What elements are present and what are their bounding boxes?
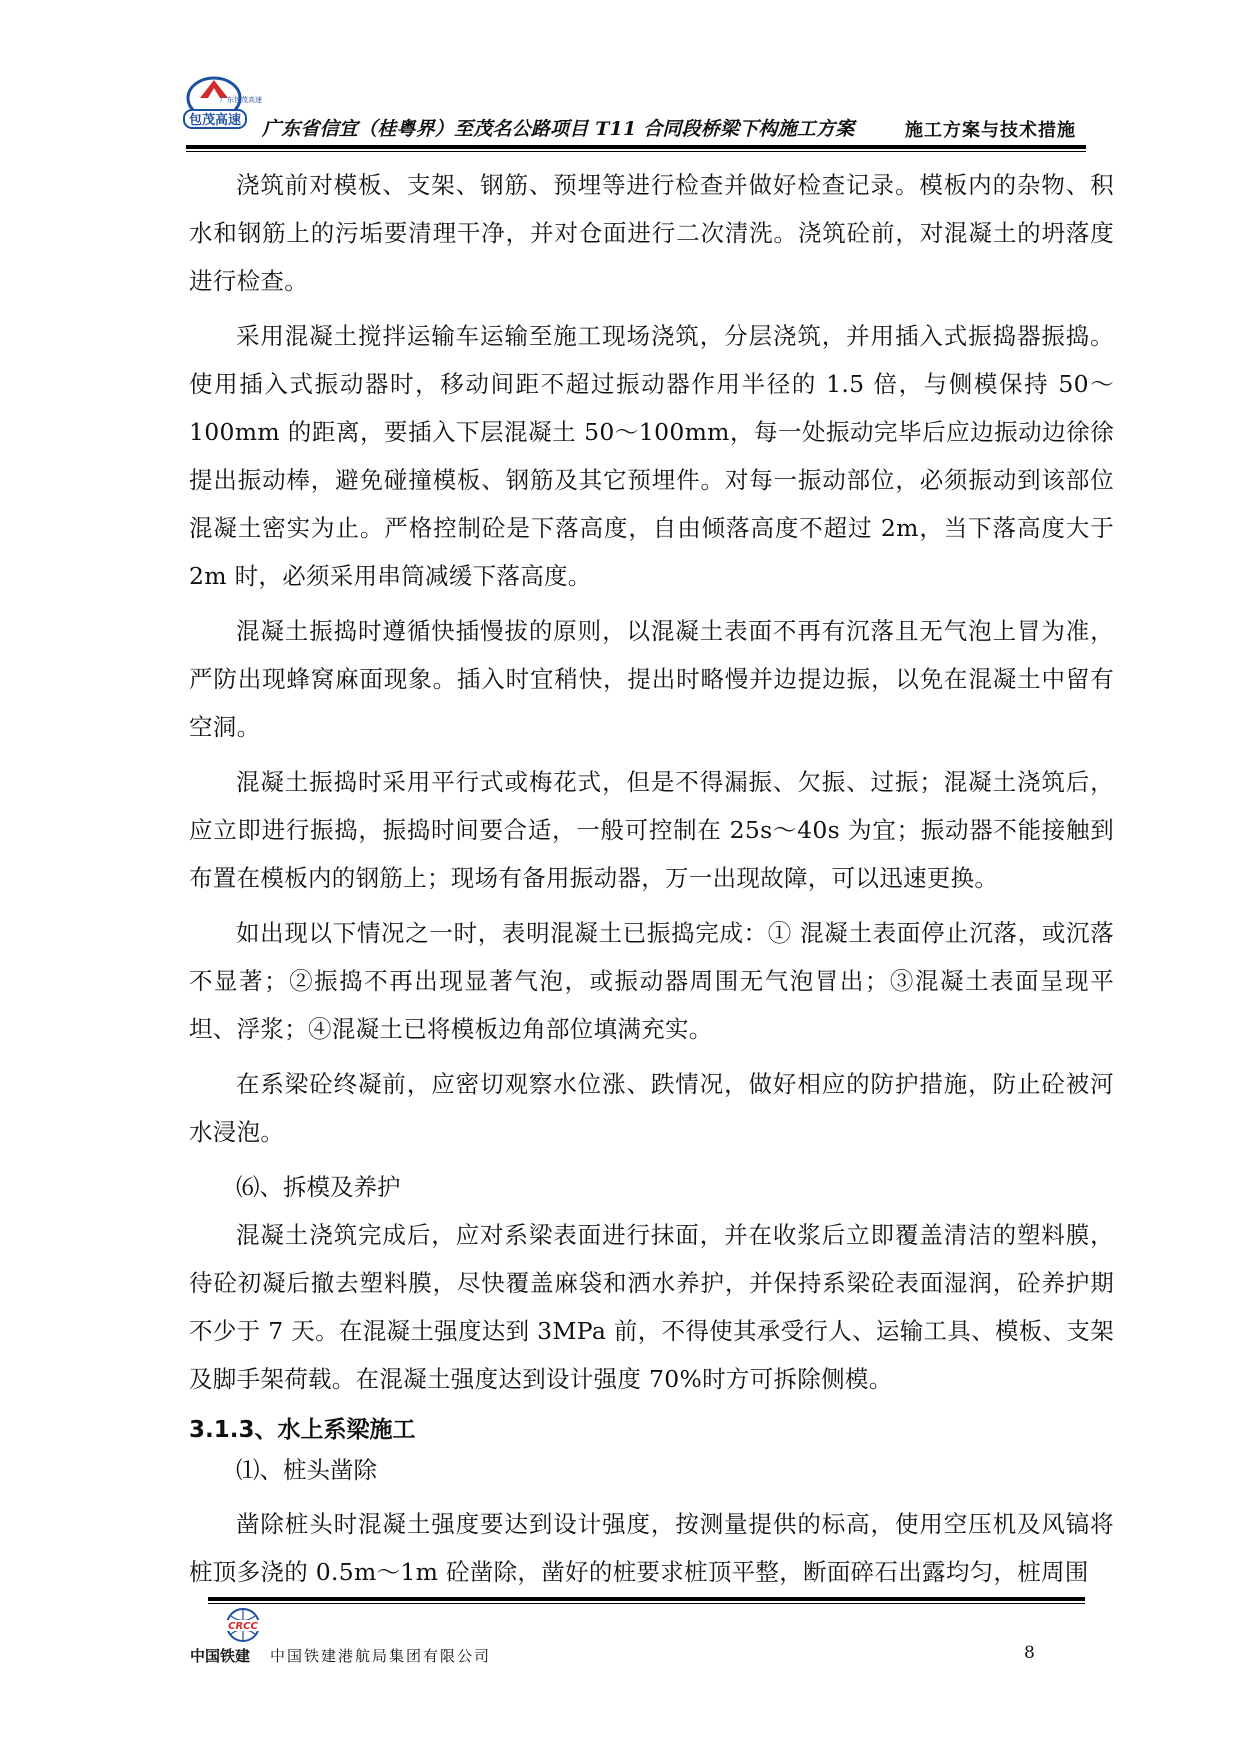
section-heading: 3.1.3、水上系梁施工 bbox=[189, 1417, 416, 1443]
header-logo-text: 包茂高速 bbox=[188, 113, 242, 128]
paragraph: 混凝土振捣时采用平行式或梅花式，但是不得漏振、欠振、过振；混凝土浇筑后，应立即进行振捣，振捣时间要合适，一般可控制在 25s～40s 为宜；振动器不能接触到布置在模板内的钢筋上；现场有备用振动器，万一出现故障，可以迅速更换。 bbox=[189, 768, 1114, 892]
paragraph: 凿除桩头时混凝土强度要达到设计强度，按测量提供的标高，使用空压机及风镐将桩顶多浇的 0.5m～1m 砼凿除，凿好的桩要求桩顶平整，断面碎石出露均匀，桩周围 bbox=[189, 1510, 1114, 1586]
footer-logo-text: CRCC bbox=[228, 1621, 258, 1632]
footer-rule-thin bbox=[208, 1603, 1085, 1604]
paragraph: 浇筑前对模板、支架、钢筋、预埋等进行检查并做好检查记录。模板内的杂物、积水和钢筋上的污垢要清理干净，并对仓面进行二次清洗。浇筑砼前，对混凝土的坍落度进行检查。 bbox=[189, 171, 1114, 295]
paragraph: 采用混凝土搅拌运输车运输至施工现场浇筑，分层浇筑，并用插入式振捣器振捣。使用插入式振动器时，移动间距不超过振动器作用半径的 1.5 倍，与侧模保持 50～100mm 的距离，要插入下层混凝土 50～100mm，每一处振动完毕后应边振动边徐徐提出振动棒，避免碰撞模板、钢筋及其它预埋件。对每一振动部位，必须振动到该部位混凝土密实为止。严格控制砼是下落高度，自由倾落高度不超过 2m，当下落高度大于 2m 时，必须采用串筒减缓下落高度。 bbox=[189, 322, 1114, 590]
paragraph: 在系梁砼终凝前，应密切观察水位涨、跌情况，做好相应的防护措施，防止砼被河水浸泡。 bbox=[189, 1070, 1114, 1146]
header-title: 广东省信宜（桂粤界）至茂名公路项目 T11 合同段桥梁下构施工方案 bbox=[262, 118, 855, 140]
footer-company: 中国铁建港航局集团有限公司 bbox=[270, 1647, 492, 1665]
document-body bbox=[189, 161, 1114, 1603]
header-logo bbox=[178, 72, 268, 132]
subsection-title: ⑹、拆模及养护 bbox=[236, 1173, 401, 1201]
footer-rule bbox=[208, 1597, 1085, 1601]
paragraph: 如出现以下情况之一时，表明混凝土已振捣完成：① 混凝土表面停止沉落，或沉落不显著；②振捣不再出现显著气泡，或振动器周围无气泡冒出；③混凝土表面呈现平坦、浮浆；④混凝土已将模板边角部位填满充实。 bbox=[189, 919, 1114, 1043]
paragraph: 混凝土浇筑完成后，应对系梁表面进行抹面，并在收浆后立即覆盖清洁的塑料膜，待砼初凝后撤去塑料膜，尽快覆盖麻袋和洒水养护，并保持系梁砼表面湿润，砼养护期不少于 7 天。在混凝土强度达到 3MPa 前，不得使其承受行人、运输工具、模板、支架及脚手架荷载。在混凝土强度达到设计强度 70%时方可拆除侧模。 bbox=[189, 1221, 1114, 1393]
header-logo-small-text: 广东包茂高速 bbox=[220, 96, 262, 104]
header-rule bbox=[186, 145, 1086, 149]
header-section: 施工方案与技术措施 bbox=[905, 120, 1076, 141]
page-number: 8 bbox=[1024, 1643, 1035, 1663]
subsection-title: ⑴、桩头凿除 bbox=[236, 1456, 377, 1484]
header-rule-thin bbox=[186, 151, 1086, 152]
footer-logo bbox=[216, 1608, 270, 1644]
paragraph: 混凝土振捣时遵循快插慢拔的原则，以混凝土表面不再有沉落且无气泡上冒为准，严防出现蜂窝麻面现象。插入时宜稍快，提出时略慢并边提边振，以免在混凝土中留有空洞。 bbox=[189, 617, 1114, 741]
footer-brand: 中国铁建 bbox=[190, 1647, 251, 1665]
